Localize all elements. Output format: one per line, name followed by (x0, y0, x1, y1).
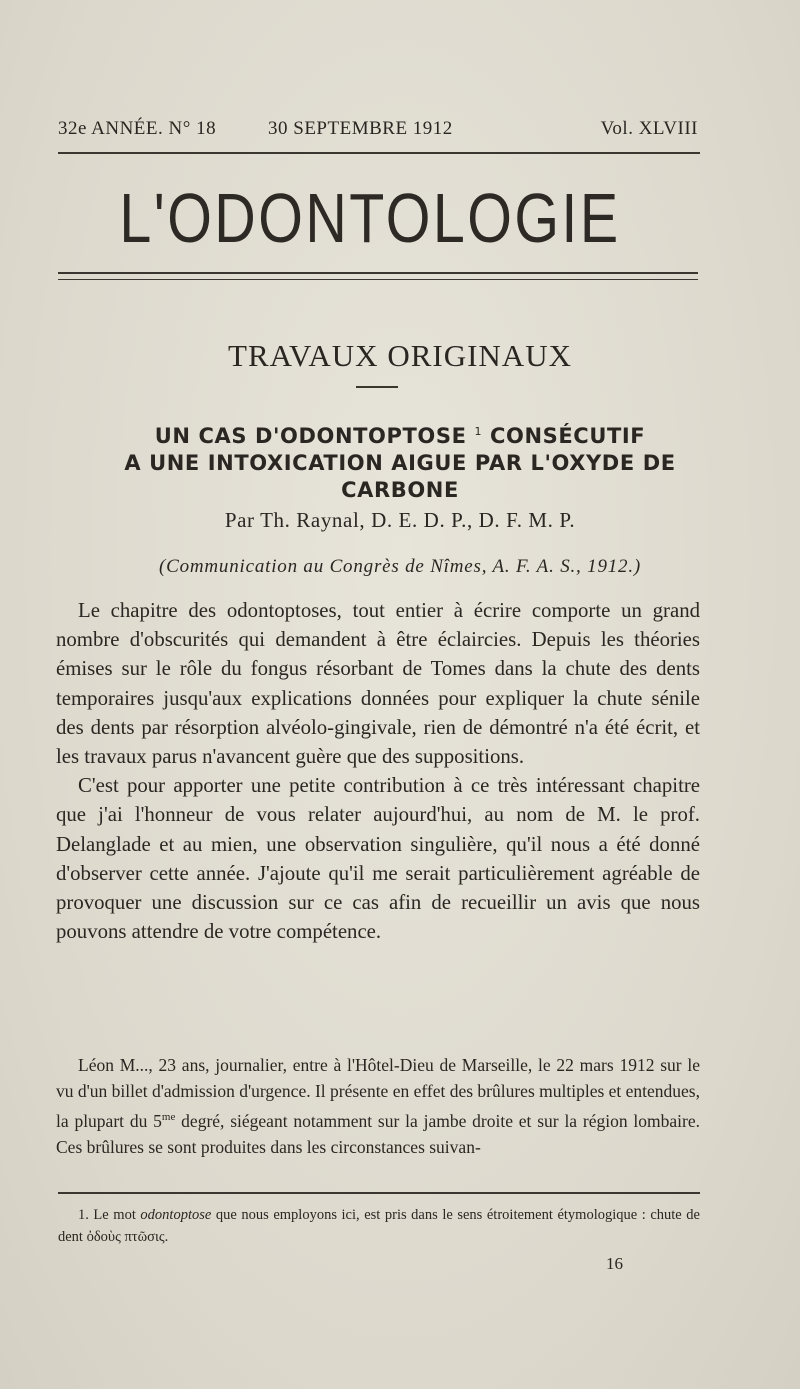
article-body (56, 596, 700, 946)
running-header (58, 118, 698, 148)
title-double-rule-bottom (58, 279, 698, 280)
page-number: 16 (606, 1254, 623, 1273)
footnote-rule (58, 1192, 700, 1194)
issue-label: 32e ANNÉE. N° 18 (58, 118, 217, 139)
section-divider (356, 386, 398, 388)
article-title-line-2: A UNE INTOXICATION AIGUE PAR L'OXYDE DE (124, 451, 676, 475)
footnote-text: 1. Le mot odontoptose que nous employons ici, est pris dans le sens étroitement étymologique : chute de dent ὀδοὺς πτῶσις. (58, 1207, 700, 1245)
section-title: TRAVAUX ORIGINAUX (228, 338, 572, 373)
article-title (50, 418, 750, 504)
case-paragraph: Léon M..., 23 ans, journalier, entre à l'Hôtel-Dieu de Marseille, le 22 mars 1912 sur le vu d'un billet d'admission d'urgence. Il présente en effet des brûlures multiples et entendues, la plupart du $5^{me}$ degré, siégeant notamment sur la jambe droite et sur la région lombaire. Ces brûlures se sont produites dans les circonstances suivan- (56, 1055, 700, 1157)
body-paragraph-1: Le chapitre des odontoptoses, tout entier à écrire comporte un grand nombre d'obscurités qui demandent à être éclaircies. Depuis les théories émises sur le rôle du fongus résorbant de Tomes dans la chute des dents temporaires jusqu'aux explications données pour expliquer la chute sénile des dents par résorption alvéolo-gingivale, rien de démontré n'a été écrit, et les travaux parus n'avancent guère que des suppositions. (56, 599, 700, 769)
journal-title: L'ODONTOLOGIE (119, 179, 621, 257)
article-title-line-1: UN CAS D'ODONTOPTOSE $^1$ CONSÉCUTIF (154, 424, 646, 448)
footnote (58, 1204, 700, 1248)
issue-date: 30 SEPTEMBRE 1912 (268, 118, 453, 139)
author-byline: Par Th. Raynal, D. E. D. P., D. F. M. P. (224, 508, 576, 532)
article-title-line-3: CARBONE (341, 478, 459, 502)
case-report (56, 1052, 700, 1160)
footnote-number: 1. (78, 1207, 89, 1223)
body-paragraph-2: C'est pour apporter une petite contribution à ce très intéressant chapitre que j'ai l'honneur de vous relater aujourd'hui, au nom de M. le prof. Delanglade et au mien, une observation singulière, qu'il nous a été donné d'observer cette année. J'ajoute qu'il me serait particulièrement agréable de provoquer une discussion sur ce cas afin de recueillir un avis que nous pouvons attendre de votre compétence. (56, 774, 700, 944)
communication-note: (Communication au Congrès de Nîmes, A. F. A. S., 1912.) (158, 556, 642, 577)
footnote-marker: 1 (474, 425, 483, 438)
volume-label: Vol. XLVIII (600, 118, 698, 139)
header-rule (58, 152, 700, 154)
title-double-rule-top (58, 272, 698, 274)
superscript: me (161, 1111, 176, 1123)
footnote-term: odontoptose (140, 1207, 212, 1223)
